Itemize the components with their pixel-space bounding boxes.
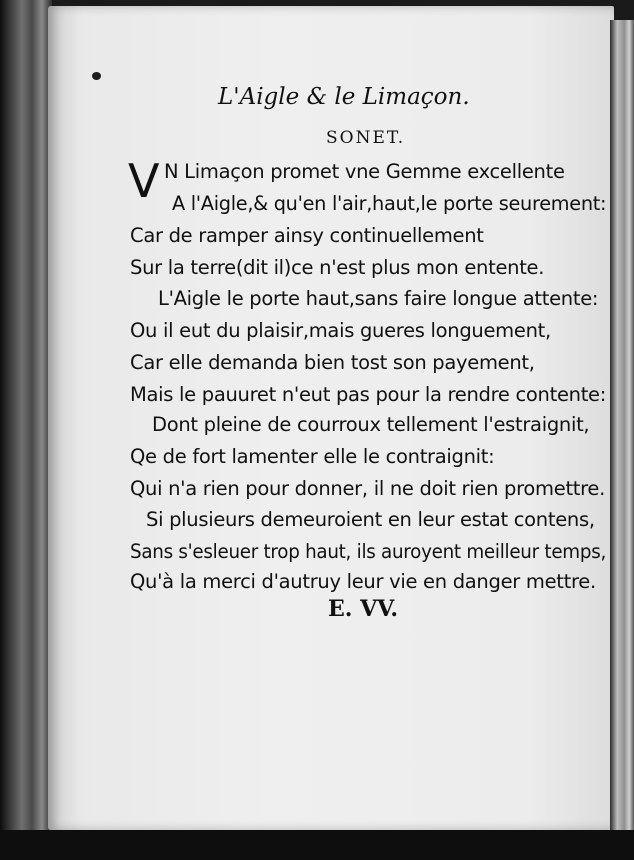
verse-line-2: A l'Aigle,& qu'en l'air,haut,le porte seurement: — [172, 192, 607, 215]
verse-line-11: Qui n'a rien pour donner, il ne doit rien promettre. — [130, 477, 606, 500]
verse-line-7: Car elle demanda bien tost son payement, — [130, 351, 535, 374]
verse-line-6: Ou il eut du plaisir,mais gueres longuement, — [130, 319, 551, 342]
verse-line-4: Sur la terre(dit il)ce n'est plus mon entente. — [130, 256, 545, 279]
verse-line-8: Mais le pauuret n'eut pas pour la rendre contente: — [130, 383, 607, 406]
verse-line-13: Sans s'esleuer trop haut, ils auroyent meilleur temps, — [130, 540, 606, 563]
running-title: L'Aigle & le Limaçon. — [218, 84, 470, 110]
sonnet-heading: SONET. — [326, 128, 406, 148]
verse-line-10: Qe de fort lamenter elle le contraignit: — [130, 445, 495, 468]
verse-line-9: Dont pleine de courroux tellement l'estraignit, — [152, 413, 590, 436]
verse-line-3: Car de ramper ainsy continuellement — [130, 224, 484, 247]
signature: E. VV. — [328, 596, 399, 622]
verse-line-12: Si plusieurs demeuroient en leur estat contens, — [146, 508, 595, 531]
verse-line-1: N Limaçon promet vne Gemme excellente — [164, 160, 565, 183]
verse-line-5: L'Aigle le porte haut,sans faire longue attente: — [158, 287, 599, 310]
drop-cap: V — [128, 154, 160, 208]
verse-line-14: Qu'à la merci d'autruy leur vie en danger mettre. — [130, 570, 596, 593]
